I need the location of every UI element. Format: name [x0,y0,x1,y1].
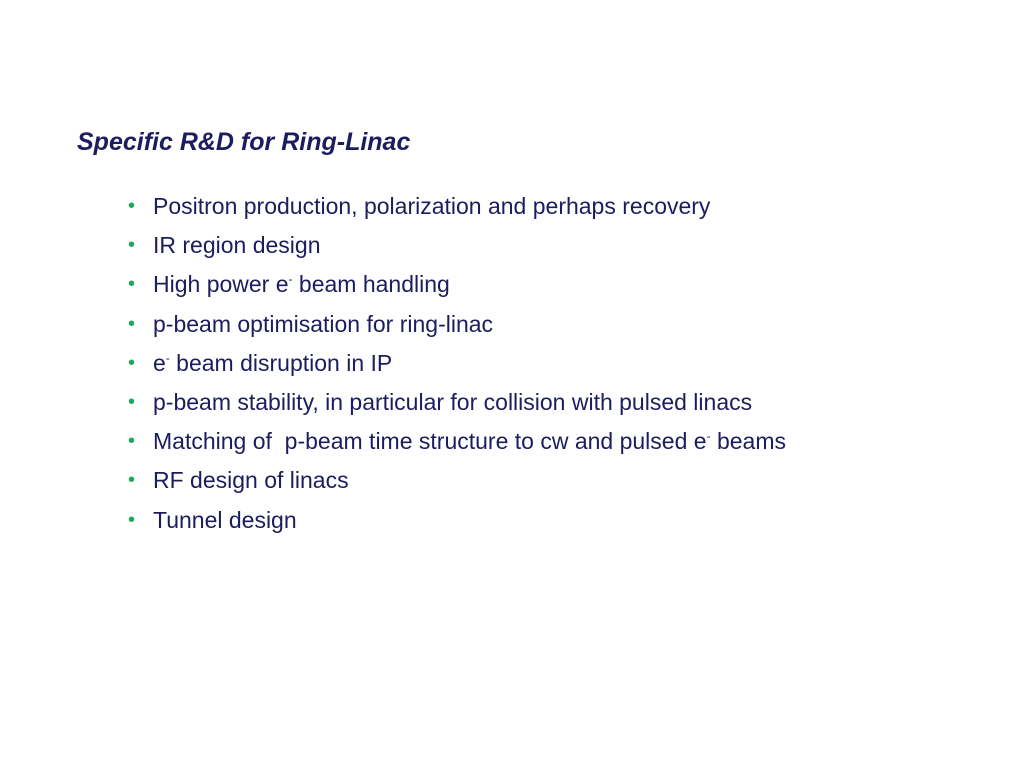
bullet-dot-icon: • [128,469,136,492]
bullet-text: p-beam stability, in particular for collision with pulsed linacs [153,388,753,415]
bullet-text: Tunnel design [153,506,297,533]
bullet-item [128,191,786,230]
bullet-item [128,465,786,504]
bullet-text: Matching of p-beam time structure to cw and pulsed e [153,428,707,455]
bullet-dot-icon: • [128,312,136,335]
bullet-text: RF design of linacs [153,467,349,494]
superscript-minus: - [288,272,293,287]
bullet-item [128,505,786,544]
bullet-text: Positron production, polarization and perhaps recovery [153,193,711,219]
bullet-dot-icon: • [128,351,136,374]
slide-title: Specific R&D for Ring-Linac [77,128,411,156]
bullet-item [128,387,786,426]
bullet-item [128,426,786,465]
bullet-dot-icon: • [128,430,136,453]
bullet-text: beams [710,428,786,455]
bullet-dot-icon: • [128,195,136,217]
bullet-text: e [153,349,166,376]
superscript-minus: - [706,429,711,444]
bullet-list [128,191,786,544]
bullet-dot-icon: • [128,234,136,257]
bullet-dot-icon: • [128,508,136,531]
bullet-item [128,348,786,387]
bullet-text: IR region design [153,232,321,259]
bullet-dot-icon: • [128,390,136,413]
superscript-minus: - [165,350,170,365]
bullet-dot-icon: • [128,273,136,296]
bullet-text: High power e [153,271,289,298]
bullet-text: beam handling [292,271,450,298]
bullet-item [128,269,786,308]
bullet-text: beam disruption in IP [169,349,393,376]
bullet-item [128,230,786,269]
bullet-text: p-beam optimisation for ring-linac [153,310,494,337]
bullet-item [128,309,786,348]
